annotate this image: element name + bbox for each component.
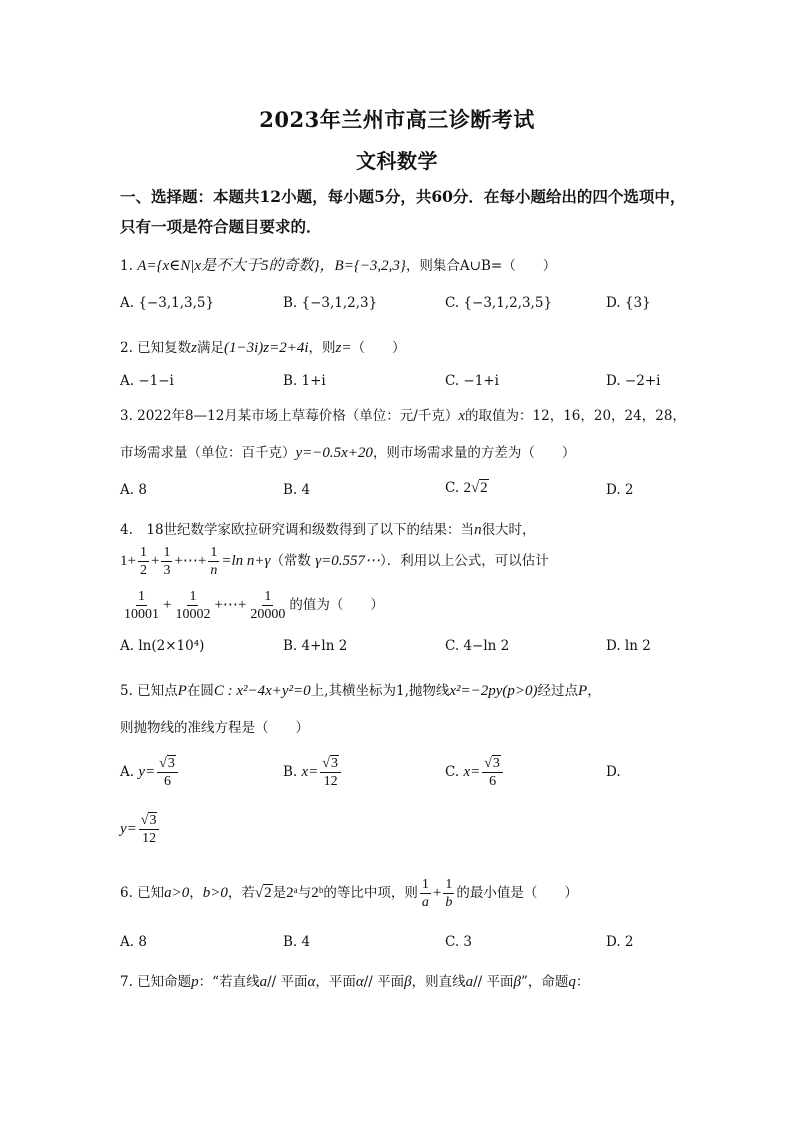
q2-option-d: D. −2+i [606, 373, 661, 389]
q7-text-6: ，则直线 [411, 974, 466, 990]
q5-point-p-2: P [578, 683, 588, 699]
q6-option-d: D. 2 [606, 934, 634, 950]
question-4-line-1 [120, 518, 536, 539]
q7-plane-alpha-2: α [355, 974, 364, 990]
q6-option-a: A. 8 [120, 934, 147, 950]
q5-option-a-label: A. [120, 764, 135, 780]
q5-point-p: P [177, 683, 187, 699]
question-7 [120, 970, 589, 991]
q5-circle-eq: C : x²−4x+y²=0 [213, 683, 311, 699]
q5-text-4: 经过点 [537, 683, 579, 699]
q1-number: 1. [120, 258, 133, 274]
q6-frac-b [443, 876, 454, 911]
q7-text-9: ： [575, 974, 590, 990]
q5-option-a-frac [157, 755, 178, 790]
question-1 [120, 254, 556, 275]
q6-ask: 的最小值是（ ） [456, 885, 578, 901]
q4-option-c: C. 4−ln 2 [445, 638, 510, 654]
q2-text-3: ，则 [308, 340, 336, 356]
q4-frac-den: 2 [139, 563, 147, 578]
q4-text: 4. 18世纪数学家欧拉研究调和级数得到了以下的结果：当 [120, 522, 475, 538]
q5-option-b-var: x= [301, 764, 319, 780]
q6-option-c: C. 3 [445, 934, 473, 950]
q4-dots: +⋯+ [174, 553, 207, 569]
q2-equation-2: z= [335, 340, 352, 356]
q1-option-c: C. {−3,1,2,3,5} [445, 295, 553, 311]
q3-option-b: B. 4 [283, 482, 311, 498]
q5-option-c-frac [482, 755, 503, 790]
question-3-line-1 [120, 404, 686, 425]
question-6 [120, 876, 578, 911]
q6-frac-den: b [445, 895, 453, 910]
q5-frac-num: √3 [139, 812, 160, 830]
q6-cond-a: a>0 [164, 885, 190, 901]
q4-frac-num: 1 [189, 589, 197, 604]
q3-ask: ，则市场需求量的方差为（ ） [372, 445, 576, 461]
q5-text-3: 上,其横坐标为1,抛物线 [310, 683, 450, 699]
q7-text-8: ”，命题 [520, 974, 569, 990]
q2-option-b: B. 1+i [283, 373, 326, 389]
q5-frac-num: √3 [320, 755, 341, 773]
q4-fraction-10002 [173, 588, 212, 623]
q5-option-d-var: y= [120, 821, 137, 837]
question-5-line-1: 5. 已知点P在圆C : x²−4x+y²=0上,其横坐标为1,抛物线x²=−2py(p>0)经过点P， [120, 683, 601, 699]
q7-plane-alpha: α [307, 974, 316, 990]
q3-option-c-label: C. [445, 480, 460, 496]
q4-fraction-half [138, 544, 149, 579]
q5-radicand: 3 [330, 756, 338, 771]
q3-var-x: x [458, 408, 466, 424]
q6-radicand: 2 [264, 885, 272, 901]
q7-line-a-2: a [465, 974, 474, 990]
q5-option-a-var: y= [138, 764, 156, 780]
q4-fraction-third [161, 544, 172, 579]
q5-option-d-label: D. [606, 764, 621, 780]
q6-cond-b: b>0 [202, 885, 228, 901]
q1-option-b: B. {−3,1,2,3} [283, 295, 378, 311]
q6-option-b: B. 4 [283, 934, 311, 950]
q7-text-5: // 平面 [363, 974, 405, 990]
q4-frac-den: 10002 [175, 607, 211, 622]
q5-option-a [120, 755, 180, 790]
q3-option-c-radicand: 2 [480, 480, 488, 496]
q7-text-3: // 平面 [267, 974, 308, 990]
q5-frac-den: 12 [142, 831, 157, 846]
q6-text-5: 与 [297, 885, 312, 901]
q5-text-2: 在圆 [186, 683, 214, 699]
q4-var-n: n [474, 522, 482, 538]
question-3-line-2 [120, 441, 575, 462]
q6-power-b: 2ᵇ [311, 885, 324, 901]
q6-frac-den: a [421, 895, 429, 910]
q4-frac-num: 1 [138, 589, 145, 604]
q7-plane-beta-2: β [513, 974, 521, 990]
q7-text-7: // 平面 [473, 974, 514, 990]
q4-fraction-n [208, 544, 219, 579]
q4-text-2: 很大时， [481, 522, 536, 538]
q5-frac-den: 12 [323, 774, 338, 789]
q4-option-a: A. ln(2×10⁴) [120, 638, 205, 654]
q6-frac-num: 1 [421, 877, 429, 892]
q5-parabola-eq: x²=−2py(p>0) [449, 683, 538, 699]
q3-text-2: 的取值为：12，16，20，24，28， [465, 408, 686, 424]
q5-frac-den: 6 [163, 774, 171, 789]
q5-option-b-frac [320, 755, 341, 790]
q5-radicand: 3 [149, 813, 157, 828]
q5-option-c [445, 755, 505, 790]
q6-text-3: ，若 [227, 885, 255, 901]
q5-option-d-frac [139, 812, 160, 847]
q5-option-c-var: x= [463, 764, 481, 780]
question-5-line-2: 则抛物线的准线方程是（ ） [120, 720, 309, 736]
q4-frac-den: 20000 [250, 607, 286, 622]
q6-text-4: 是 [272, 885, 287, 901]
q4-fraction-10001 [122, 588, 161, 623]
q4-text-3: ）．利用以上公式，可以估计 [380, 553, 549, 569]
q5-radicand: 3 [492, 756, 500, 771]
q4-gamma: γ=0.557⋯ [315, 553, 381, 569]
q4-frac-den: 3 [163, 563, 171, 578]
q2-equation: (1−3i)z=2+4i [224, 340, 309, 356]
q4-fraction-20000 [248, 588, 287, 623]
q5-radicand: 3 [167, 756, 175, 771]
question-4-line-3 [120, 588, 384, 623]
q3-equation: y=−0.5x+20 [295, 445, 373, 461]
q7-text-2: ：“若直线 [198, 974, 260, 990]
q7-text-4: ，平面 [315, 974, 356, 990]
q3-text: 3. 2022年8—12月某市场上草莓价格（单位：元/千克） [120, 408, 459, 424]
q4-option-b: B. 4+ln 2 [283, 638, 348, 654]
q7-prop-q: q [568, 974, 576, 990]
q4-note: （常数 [270, 553, 311, 569]
q4-plus: + [163, 597, 172, 613]
q3-option-c [445, 480, 489, 497]
q4-frac-num: 1 [210, 545, 218, 560]
page-title: 2023年兰州市高三诊断考试 [259, 107, 535, 132]
q4-frac-num: 1 [139, 545, 147, 560]
q4-option-d: D. ln 2 [606, 638, 651, 654]
q5-option-b-label: B. [283, 764, 298, 780]
page-subtitle: 文科数学 [356, 149, 438, 173]
q6-frac-a [420, 876, 431, 911]
q7-line-a: a [259, 974, 268, 990]
q5-option-d [120, 812, 161, 847]
q6-text-2: ， [189, 885, 203, 901]
q1-set-a: A={x∈N|x是不大于5的奇数} [137, 258, 320, 274]
q3-text-3: 市场需求量（单位：百千克） [120, 445, 296, 461]
q1-option-a: A. {−3,1,3,5} [120, 295, 215, 311]
q4-frac-num: 1 [163, 545, 171, 560]
section-heading: 一、选择题：本题共12小题，每小题5分，共60分．在每小题给出的四个选项中，只有一项是符合题目要求的． [120, 187, 686, 236]
q6-power-a: 2ᵃ [286, 885, 298, 901]
q7-prop-p: p [191, 974, 199, 990]
q4-sum-start: 1+ [120, 553, 136, 569]
q4-plus: + [150, 553, 160, 569]
q1-option-d: D. {3} [606, 295, 651, 311]
q5-text: 5. 已知点 [120, 683, 178, 699]
q2-var-z: z [191, 340, 198, 356]
q5-frac-num: √3 [482, 755, 503, 773]
q5-option-b [283, 755, 343, 790]
q4-frac-den: 10001 [124, 607, 159, 622]
q4-ask: 的值为（ ） [289, 597, 384, 613]
q4-rhs: =ln n+γ [221, 553, 271, 569]
q2-option-c: C. −1+i [445, 373, 499, 389]
q4-dots: +⋯+ [214, 597, 247, 613]
q2-ask: （ ） [351, 340, 406, 356]
q7-plane-beta: β [404, 974, 412, 990]
q5-frac-den: 6 [489, 774, 497, 789]
q3-option-c-radical: √2 [470, 480, 488, 496]
q3-option-d: D. 2 [606, 482, 634, 498]
q1-ask: ，则集合A∪B=（ ） [405, 258, 557, 274]
q4-frac-den: n [210, 563, 218, 578]
q6-text: 6. 已知 [120, 885, 165, 901]
question-4-line-2 [120, 544, 549, 579]
q5-frac-num: √3 [157, 755, 178, 773]
q6-text-6: 的等比中项，则 [323, 885, 418, 901]
q4-frac-num: 1 [264, 589, 272, 604]
q6-frac-num: 1 [445, 877, 453, 892]
q6-sqrt-2: √2 [254, 885, 272, 901]
q5-option-c-label: C. [445, 764, 460, 780]
q2-option-a: A. −1−i [120, 373, 174, 389]
q2-text: 2. 已知复数 [120, 340, 192, 356]
q7-text: 7. 已知命题 [120, 974, 192, 990]
q3-option-a: A. 8 [120, 482, 147, 498]
q1-set-b: ，B={−3,2,3} [319, 258, 406, 274]
q3-option-c-value [463, 479, 488, 496]
q2-text-2: 满足 [197, 340, 225, 356]
q6-plus: + [432, 885, 442, 901]
q3-option-c-coef: 2 [463, 480, 471, 496]
question-2 [120, 336, 406, 357]
